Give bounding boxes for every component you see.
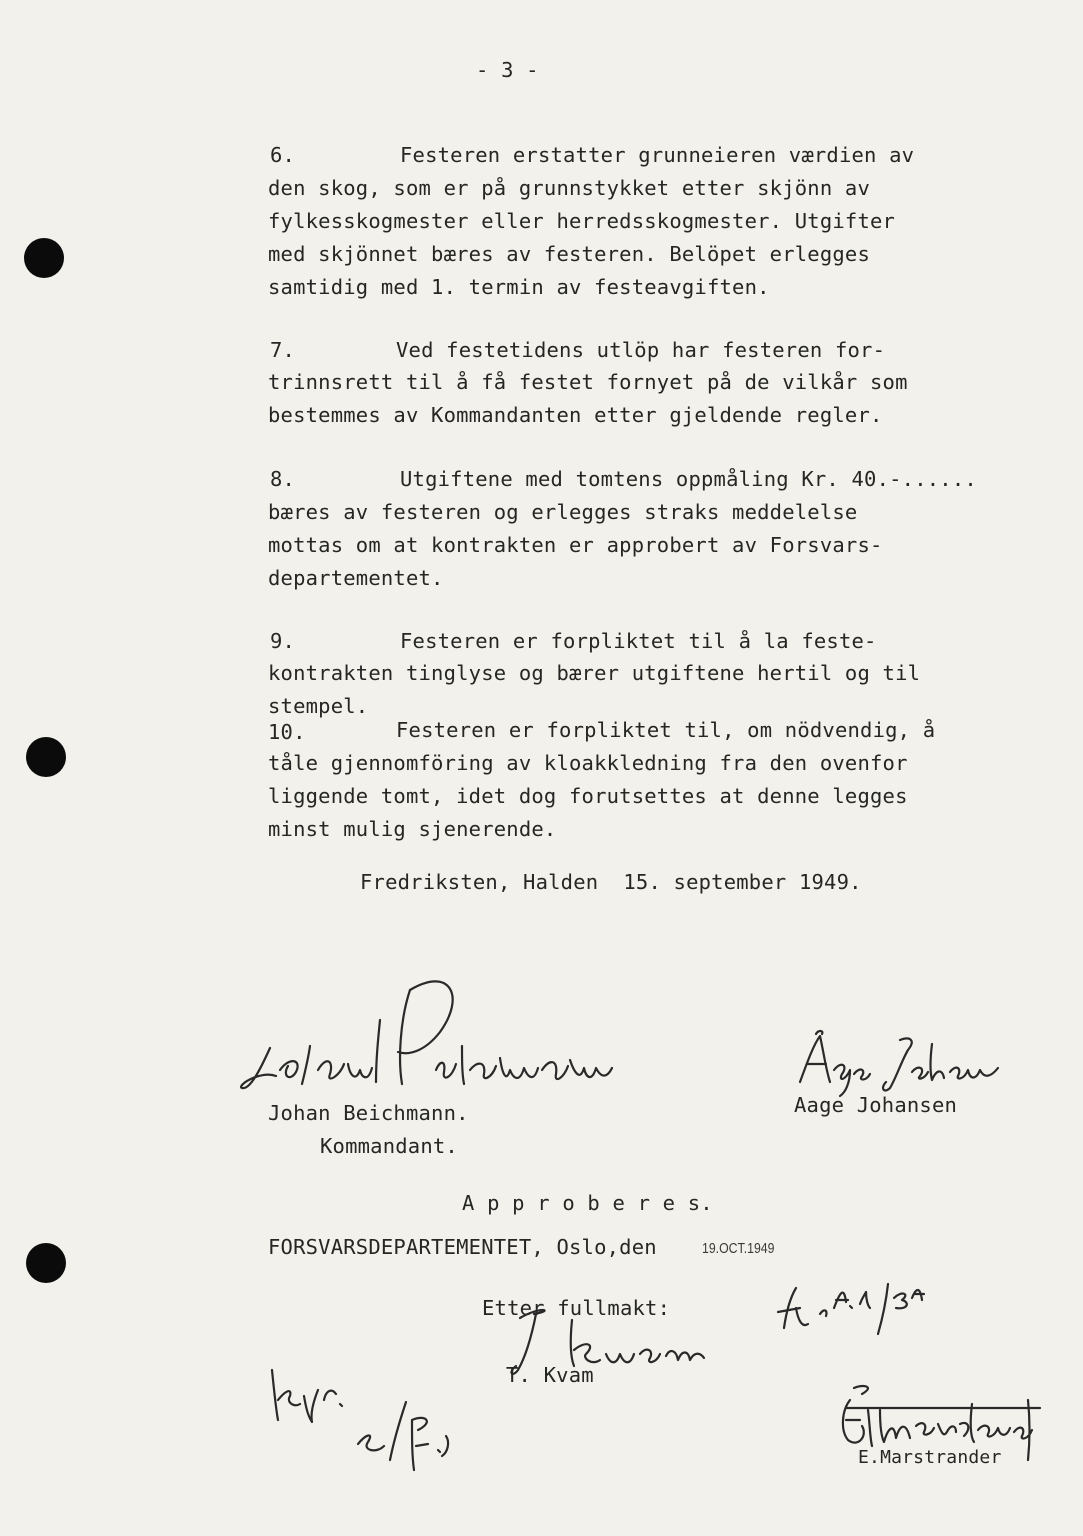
signatory-right-name: Aage Johansen xyxy=(794,1093,958,1117)
signatory-left-title: Kommandant. xyxy=(320,1134,458,1158)
paragraph-10-line-4: minst mulig sjenerende. xyxy=(268,817,557,841)
punch-hole-top xyxy=(24,238,64,278)
approval-authority: Etter fullmakt: xyxy=(482,1296,671,1320)
paragraph-10-number: 10. xyxy=(268,720,306,744)
paragraph-8-number: 8. xyxy=(270,467,296,491)
approval-date-stamp: 19.OCT.1949 xyxy=(702,1240,775,1257)
signature-beichmann xyxy=(230,960,630,1100)
handwritten-initials-right xyxy=(770,1278,940,1338)
paragraph-6-line-1: Festeren erstatter grunneieren værdien av xyxy=(400,143,915,167)
paragraph-6-line-4: med skjönnet bæres av festeren. Belöpet erlegges xyxy=(268,242,871,266)
paragraph-7-line-1: Ved festetidens utlöp har festeren for- xyxy=(396,338,886,362)
paragraph-6-number: 6. xyxy=(270,143,296,167)
paragraph-9-line-2: kontrakten tinglyse og bærer utgiftene hertil og til xyxy=(268,661,921,685)
paragraph-6-line-2: den skog, som er på grunnstykket etter skjönn av xyxy=(268,176,871,200)
paragraph-8-line-3: mottas om at kontrakten er approbert av Forsvars- xyxy=(268,533,883,557)
paragraph-8-line-4: departementet. xyxy=(268,566,444,590)
paragraph-10-line-2: tåle gjennomföring av kloakkledning fra den ovenfor xyxy=(268,751,908,775)
paragraph-8-line-1: Utgiftene med tomtens oppmåling Kr. 40.-...... xyxy=(400,467,977,491)
handwritten-note-left xyxy=(256,1360,466,1480)
approval-signer-name: T. Kvam xyxy=(506,1363,594,1387)
paragraph-7-number: 7. xyxy=(270,338,296,362)
paragraph-10-line-3: liggende tomt, idet dog forutsettes at denne legges xyxy=(268,784,908,808)
paragraph-6-line-5: samtidig med 1. termin av festeavgiften. xyxy=(268,275,770,299)
paragraph-8-line-2: bæres av festeren og erlegges straks meddelelse xyxy=(268,500,858,524)
paragraph-7-line-3: bestemmes av Kommandanten etter gjeldende regler. xyxy=(268,403,883,427)
paragraph-10-line-1: Festeren er forpliktet til, om nödvendig, å xyxy=(396,718,936,742)
signatory-left-name: Johan Beichmann. xyxy=(268,1101,469,1125)
signature-johansen xyxy=(790,1030,1010,1100)
page-number: - 3 - xyxy=(476,58,539,82)
place-and-date: Fredriksten, Halden 15. september 1949. xyxy=(360,870,862,894)
approval-heading: A p p r o b e r e s. xyxy=(462,1191,713,1215)
approval-second-signer-name: E.Marstrander xyxy=(858,1447,1002,1468)
paragraph-6-line-3: fylkesskogmester eller herredsskogmester. Utgifter xyxy=(268,209,896,233)
punch-hole-bottom xyxy=(26,1243,66,1283)
paragraph-7-line-2: trinnsrett til å få festet fornyet på de vilkår som xyxy=(268,370,908,394)
paragraph-9-line-3: stempel. xyxy=(268,694,369,718)
punch-hole-middle xyxy=(26,737,66,777)
approval-ministry-line: FORSVARSDEPARTEMENTET, Oslo,den xyxy=(268,1235,657,1259)
paragraph-9-number: 9. xyxy=(270,629,296,653)
paragraph-9-line-1: Festeren er forpliktet til å la feste- xyxy=(400,629,877,653)
